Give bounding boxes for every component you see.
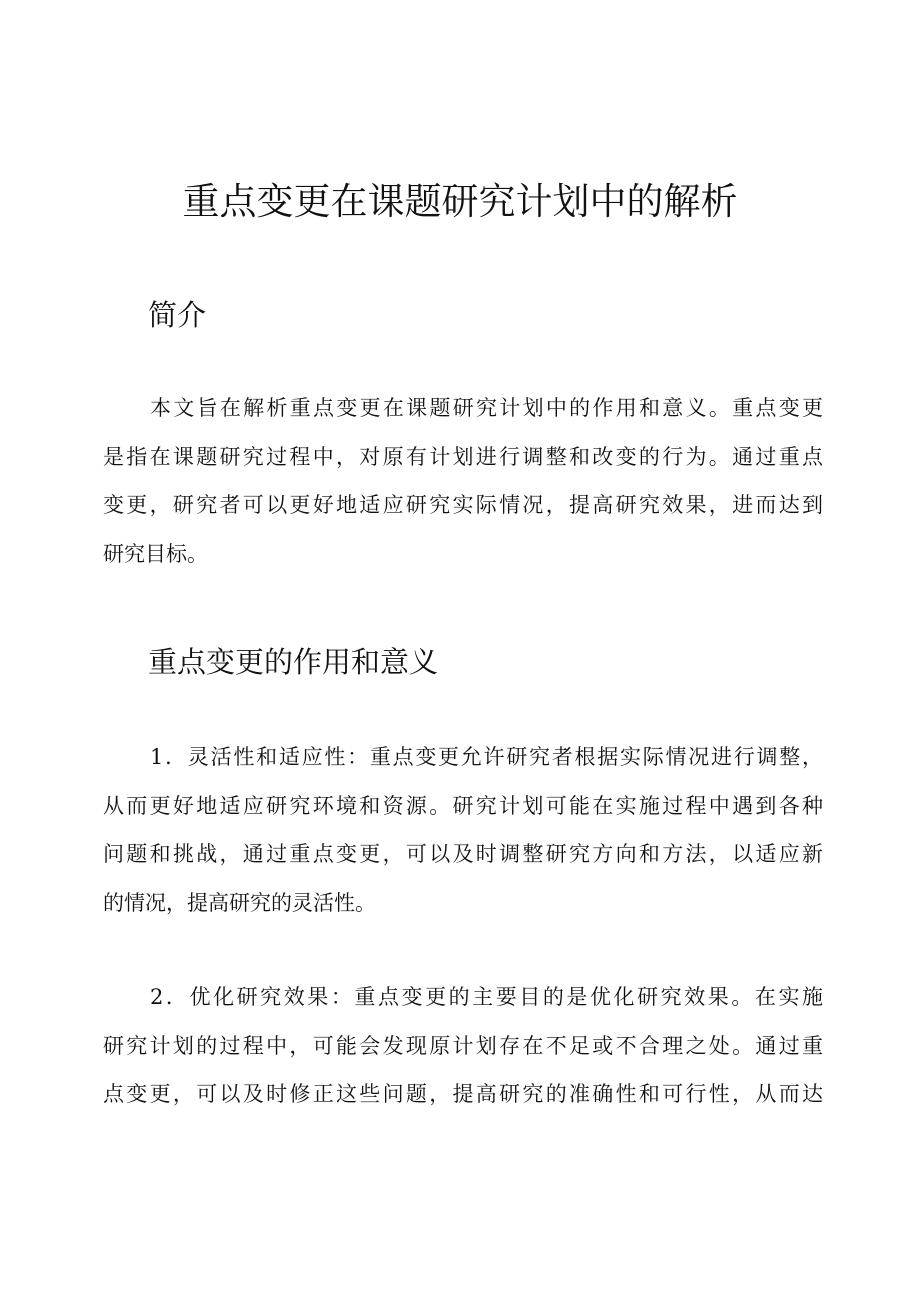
paragraph-line: 是指在课题研究过程中，对原有计划进行调整和改变的行为。通过重点 [103, 444, 823, 469]
paragraph-line: 本文旨在解析重点变更在课题研究计划中的作用和意义。重点变更 [150, 396, 823, 420]
role-paragraph-2 [103, 973, 823, 1119]
paragraph-line: 2．优化研究效果：重点变更的主要目的是优化研究效果。在实施 [150, 985, 823, 1009]
paragraph-line: 点变更，可以及时修正这些问题，提高研究的准确性和可行性，从而达 [103, 1082, 823, 1106]
paragraph-line: 变更，研究者可以更好地适应研究实际情况，提高研究效果，进而达到 [103, 493, 823, 517]
paragraph-line: 从而更好地适应研究环境和资源。研究计划可能在实施过程中遇到各种 [103, 793, 823, 818]
paragraph-line: 问题和挑战，通过重点变更，可以及时调整研究方向和方法，以适应新 [103, 842, 823, 866]
intro-paragraph [103, 384, 823, 578]
section-heading-intro: 简介 [148, 298, 207, 332]
paragraph-line: 研究目标。 [103, 541, 208, 566]
document-title: 重点变更在课题研究计划中的解析 [182, 180, 738, 223]
section-heading-role: 重点变更的作用和意义 [148, 645, 439, 679]
role-paragraph-1 [103, 733, 823, 927]
paragraph-line: 研究计划的过程中，可能会发现原计划存在不足或不合理之处。通过重 [103, 1033, 823, 1058]
paragraph-line: 1．灵活性和适应性：重点变更允许研究者根据实际情况进行调整， [150, 745, 823, 769]
paragraph-line: 的情况，提高研究的灵活性。 [103, 890, 376, 915]
